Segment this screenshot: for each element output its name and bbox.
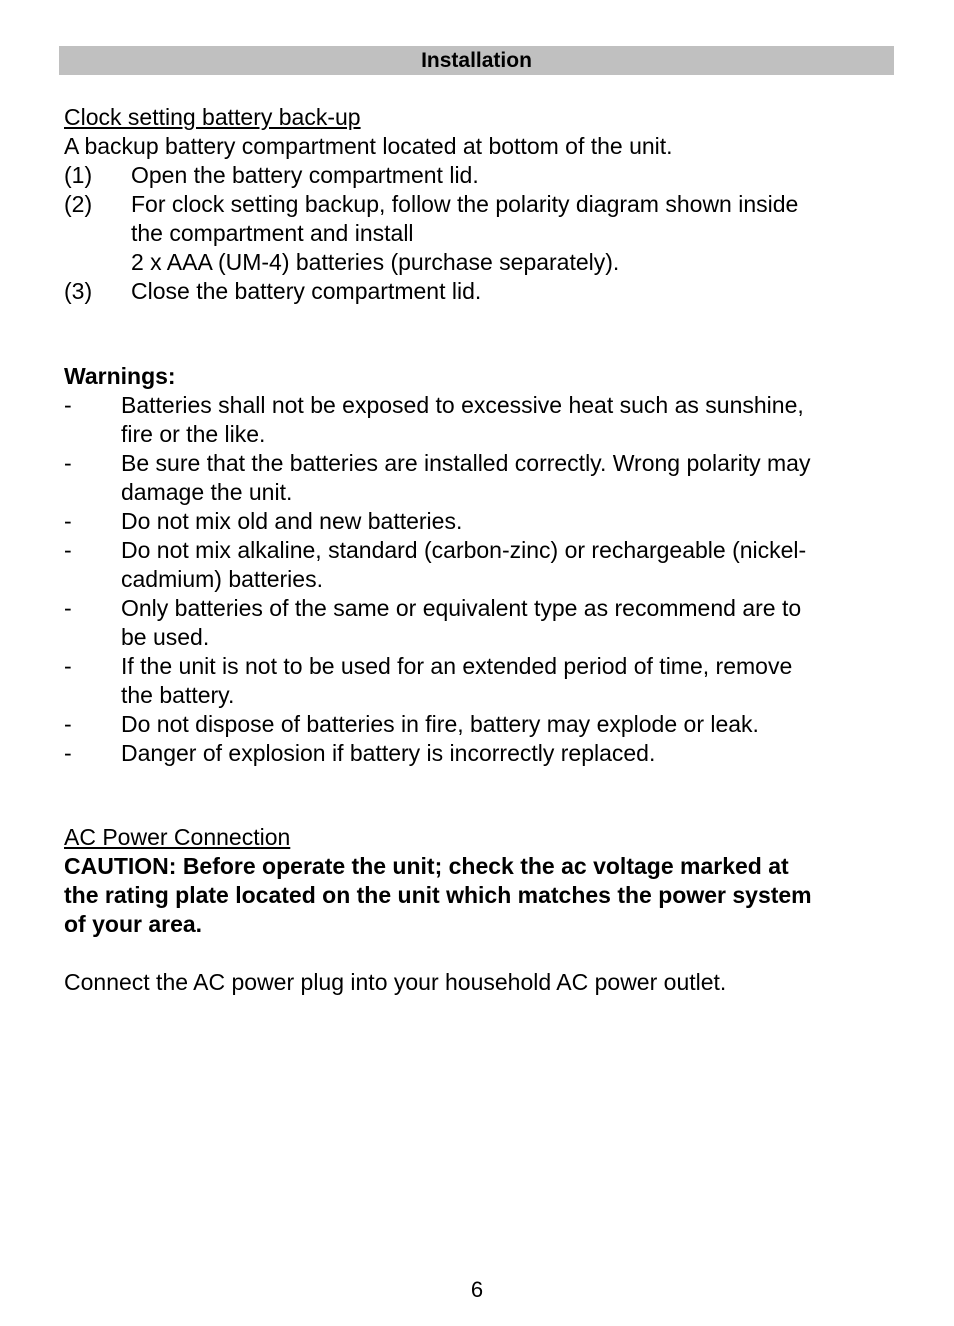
- warning-item: [64, 710, 894, 739]
- warning-text: [121, 594, 894, 652]
- bullet-dash: -: [64, 392, 72, 418]
- warning-text: [121, 739, 894, 768]
- ac-power-heading: AC Power Connection: [64, 824, 291, 850]
- step-line: Open the battery compartment lid.: [131, 162, 479, 188]
- warning-item: [64, 594, 894, 652]
- step-3: [64, 277, 894, 306]
- step-2: [64, 190, 894, 277]
- warning-text: [121, 507, 894, 536]
- warning-item: [64, 652, 894, 710]
- caution-line: CAUTION: Before operate the unit; check the ac voltage marked at: [64, 853, 789, 879]
- step-number: (2): [64, 191, 93, 217]
- step-line: the compartment and install: [131, 220, 414, 246]
- warnings-heading: Warnings:: [64, 363, 176, 389]
- section-header-bar: [59, 46, 894, 75]
- warning-text: [121, 710, 894, 739]
- step-text: [131, 161, 894, 190]
- bullet-dash: -: [64, 537, 72, 563]
- bullet-dash: -: [64, 450, 72, 476]
- clock-backup-heading: Clock setting battery back-up: [64, 104, 361, 130]
- warning-line: cadmium) batteries.: [121, 566, 323, 592]
- warning-line: Do not mix alkaline, standard (carbon-zinc) or rechargeable (nickel-: [121, 537, 807, 563]
- warning-item: [64, 536, 894, 594]
- clock-backup-intro: A backup battery compartment located at bottom of the unit.: [64, 133, 673, 159]
- warning-item: [64, 391, 894, 449]
- step-line: 2 x AAA (UM-4) batteries (purchase separately).: [131, 249, 620, 275]
- warning-text: [121, 536, 894, 594]
- step-line: For clock setting backup, follow the polarity diagram shown inside: [131, 191, 799, 217]
- warning-text: [121, 652, 894, 710]
- caution-line: of your area.: [64, 911, 203, 937]
- ac-power-section: [64, 823, 812, 997]
- bullet-dash: -: [64, 595, 72, 621]
- warning-line: Only batteries of the same or equivalent type as recommend are to: [121, 595, 802, 621]
- warning-line: fire or the like.: [121, 421, 266, 447]
- warning-line: If the unit is not to be used for an extended period of time, remove: [121, 653, 793, 679]
- warning-text: [121, 449, 894, 507]
- warning-item: [64, 739, 894, 768]
- page-number: 6: [470, 1277, 484, 1302]
- warning-line: Do not mix old and new batteries.: [121, 508, 463, 534]
- warning-line: Batteries shall not be exposed to excessive heat such as sunshine,: [121, 392, 804, 418]
- bullet-dash: -: [64, 653, 72, 679]
- warning-text: [121, 391, 894, 449]
- step-text: [131, 277, 894, 306]
- step-1: [64, 161, 894, 190]
- warning-line: damage the unit.: [121, 479, 293, 505]
- bullet-dash: -: [64, 740, 72, 766]
- warning-item: [64, 449, 894, 507]
- warning-line: the battery.: [121, 682, 235, 708]
- bullet-dash: -: [64, 508, 72, 534]
- warning-line: Danger of explosion if battery is incorrectly replaced.: [121, 740, 656, 766]
- warnings-section: [64, 362, 894, 768]
- section-title: Installation: [421, 49, 532, 72]
- caution-line: the rating plate located on the unit which matches the power system: [64, 882, 812, 908]
- ac-power-instruction: Connect the AC power plug into your household AC power outlet.: [64, 969, 727, 995]
- warning-line: Be sure that the batteries are installed correctly. Wrong polarity may: [121, 450, 811, 476]
- spacer: [64, 939, 812, 968]
- bullet-dash: -: [64, 711, 72, 737]
- step-text: [131, 190, 894, 277]
- step-number: (3): [64, 278, 93, 304]
- warning-line: be used.: [121, 624, 210, 650]
- warning-line: Do not dispose of batteries in fire, battery may explode or leak.: [121, 711, 759, 737]
- clock-backup-section: [64, 103, 894, 306]
- warning-item: [64, 507, 894, 536]
- step-number: (1): [64, 162, 93, 188]
- step-line: Close the battery compartment lid.: [131, 278, 482, 304]
